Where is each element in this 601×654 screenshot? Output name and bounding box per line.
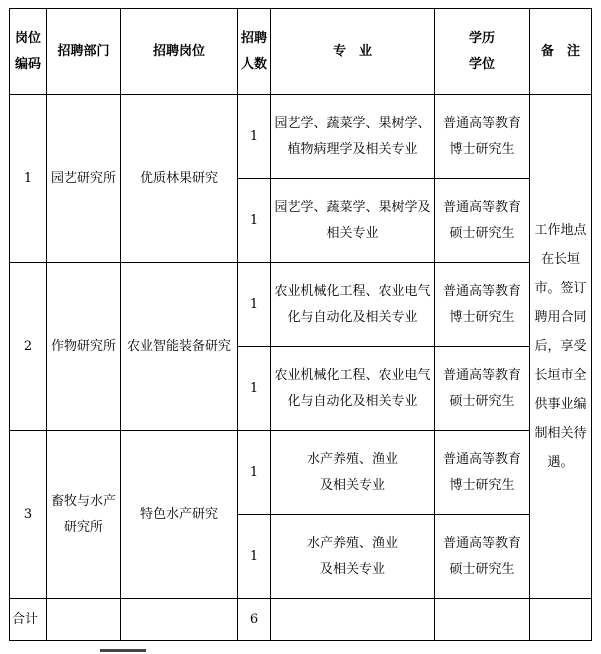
group-3-position: 特色水产研究 bbox=[121, 431, 238, 599]
row-count: 1 bbox=[238, 347, 271, 431]
row-major: 园艺学、蔬菜学、果树学及 相关专业 bbox=[271, 179, 435, 263]
row-major: 农业机械化工程、农业电气 化与自动化及相关专业 bbox=[271, 263, 435, 347]
total-row bbox=[10, 599, 592, 641]
row-count: 1 bbox=[238, 179, 271, 263]
header-code: 岗位 编码 bbox=[10, 9, 47, 95]
total-empty-remark bbox=[530, 599, 592, 641]
row-major: 水产养殖、渔业 及相关专业 bbox=[271, 431, 435, 515]
group-2-department: 作物研究所 bbox=[47, 263, 121, 431]
row-major: 农业机械化工程、农业电气 化与自动化及相关专业 bbox=[271, 347, 435, 431]
row-count: 1 bbox=[238, 263, 271, 347]
total-empty-department bbox=[47, 599, 121, 641]
row-degree: 普通高等教育 博士研究生 bbox=[435, 263, 530, 347]
cropped-footer-mark bbox=[100, 649, 146, 652]
header-count: 招聘 人数 bbox=[238, 9, 271, 95]
row-degree: 普通高等教育 博士研究生 bbox=[435, 431, 530, 515]
total-empty-degree bbox=[435, 599, 530, 641]
header-remark: 备 注 bbox=[530, 9, 592, 95]
row-degree: 普通高等教育 硕士研究生 bbox=[435, 347, 530, 431]
table-row bbox=[10, 95, 592, 179]
group-2-position: 农业智能装备研究 bbox=[121, 263, 238, 431]
header-row bbox=[10, 9, 592, 95]
row-major: 园艺学、蔬菜学、果树学、 植物病理学及相关专业 bbox=[271, 95, 435, 179]
row-count: 1 bbox=[238, 515, 271, 599]
header-degree: 学历 学位 bbox=[435, 9, 530, 95]
header-department: 招聘部门 bbox=[47, 9, 121, 95]
header-major: 专 业 bbox=[271, 9, 435, 95]
group-3-department: 畜牧与水产 研究所 bbox=[47, 431, 121, 599]
total-empty-position bbox=[121, 599, 238, 641]
total-count: 6 bbox=[238, 599, 271, 641]
recruitment-table bbox=[9, 8, 592, 641]
total-empty-major bbox=[271, 599, 435, 641]
row-degree: 普通高等教育 硕士研究生 bbox=[435, 179, 530, 263]
group-2-code: 2 bbox=[10, 263, 47, 431]
group-1-code: 1 bbox=[10, 95, 47, 263]
row-count: 1 bbox=[238, 431, 271, 515]
total-label: 合计 bbox=[10, 599, 47, 641]
table-row bbox=[10, 431, 592, 515]
row-major: 水产养殖、渔业 及相关专业 bbox=[271, 515, 435, 599]
remark-cell: 工作地点 在长垣 市。签订 聘用合同 后，享受 长垣市全 供事业编 制相关待 遇。 bbox=[530, 95, 592, 599]
row-degree: 普通高等教育 硕士研究生 bbox=[435, 515, 530, 599]
group-3-code: 3 bbox=[10, 431, 47, 599]
group-1-department: 园艺研究所 bbox=[47, 95, 121, 263]
table-row bbox=[10, 263, 592, 347]
header-position: 招聘岗位 bbox=[121, 9, 238, 95]
row-degree: 普通高等教育 博士研究生 bbox=[435, 95, 530, 179]
row-count: 1 bbox=[238, 95, 271, 179]
group-1-position: 优质林果研究 bbox=[121, 95, 238, 263]
